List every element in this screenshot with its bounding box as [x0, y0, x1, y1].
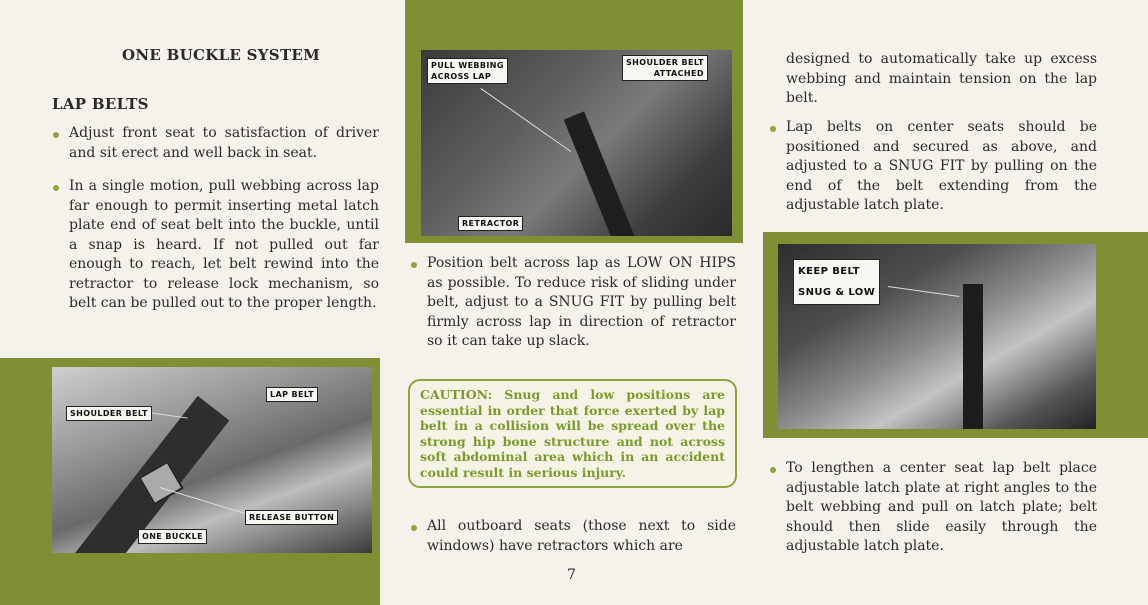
continuation-text: designed to automatically take up excess webbing and maintain tension on the lap belt. [786, 51, 1097, 106]
right-bullet-list-2 [769, 459, 1097, 571]
section-title: ONE BUCKLE SYSTEM [122, 46, 321, 64]
bullet-position-belt: Position belt across lap as LOW ON HIPS as possible. To reduce risk of sliding under belt, adjust to a SNUG FIT by pulling belt firmly across lap in direction of retractor so it can take up slack. [410, 254, 736, 352]
label-shoulder-attached: SHOULDER BELT ATTACHED [622, 55, 708, 81]
belt-strap-shape [564, 111, 641, 236]
leader-release [160, 487, 251, 516]
bullet-pull-webbing: In a single motion, pull webbing across lap far enough to permit inserting metal latch plate end of seat belt into the buckle, until a snap is heard. If not pulled out far enough to reach, let belt rewind into the retractor to release lock mechanism, so belt can be pulled out to the proper length. [52, 177, 379, 314]
label-pull-webbing: PULL WEBBING ACROSS LAP [427, 58, 508, 84]
bullet-outboard-seats: All outboard seats (those next to side windows) have retractors which are [410, 517, 736, 556]
label-one-buckle: ONE BUCKLE [138, 529, 207, 544]
caution-box: CAUTION: Snug and low positions are essential in order that force exerted by lap belt in a collision will be spread over the strong hip bone structure and not across soft abdominal area which in an accident could result in serious injury. [408, 379, 737, 488]
label-release-button: RELEASE BUTTON [245, 510, 338, 525]
photo-retractor [421, 50, 732, 236]
label-lap-belt: LAP BELT [266, 387, 318, 402]
middle-bullet-list-2 [410, 517, 736, 570]
bullet-lengthen-belt: To lengthen a center seat lap belt place adjustable latch plate at right angles to the belt webbing and pull on latch plate; belt should then slide easily through the adjustable latch plate. [769, 459, 1097, 557]
leader-pull-webbing [480, 88, 571, 152]
middle-bullet-list [410, 254, 736, 366]
subsection-title: LAP BELTS [52, 95, 149, 113]
right-bullet-list [769, 118, 1097, 230]
label-keep-belt: KEEP BELT SNUG & LOW [793, 259, 880, 305]
photo-one-buckle [52, 367, 372, 553]
page-number: 7 [567, 567, 576, 583]
photo-keep-belt [778, 244, 1096, 429]
label-shoulder-belt: SHOULDER BELT [66, 406, 152, 421]
label-retractor: RETRACTOR [458, 216, 523, 231]
belt-strap-shape [963, 284, 983, 429]
left-bullet-list [52, 124, 379, 328]
bullet-center-seats: Lap belts on center seats should be positioned and secured as above, and adjusted to a SNUG FIT by pulling on the end of the belt extending from the adjustable latch plate. [769, 118, 1097, 216]
leader-keep-belt [888, 286, 959, 297]
bullet-adjust-seat: Adjust front seat to satisfaction of driver and sit erect and well back in seat. [52, 124, 379, 163]
